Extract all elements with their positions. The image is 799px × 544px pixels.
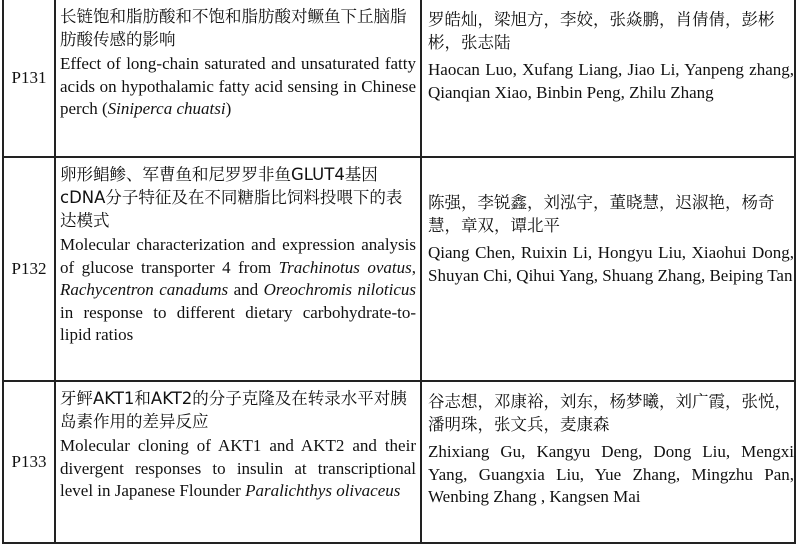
paper-authors-cell <box>422 158 798 380</box>
table-row <box>2 382 796 544</box>
table-row <box>2 0 796 158</box>
title-english: Effect of long-chain saturated and unsaturated fatty acids on hypothalamic fatty acid sensing in Chinese perch (Siniperca chuatsi) <box>60 54 416 118</box>
title-english: Molecular characterization and expression analysis of glucose transporter 4 from Trachinotus ovatus, Rachycentron canadums and Oreochromis niloticus in response to different dietary carbohydrate-to-lipid ratios <box>60 235 417 344</box>
paper-authors-cell <box>422 0 798 156</box>
title-chinese: 牙鲆AKT1和AKT2的分子克隆及在转录水平对胰岛素作用的差异反应 <box>60 389 407 431</box>
species-name: Rachycentron canadums <box>60 280 229 299</box>
species-name: Trachinotus ovatus <box>278 257 412 277</box>
paper-title-cell <box>56 382 422 542</box>
paper-id: P131 <box>4 0 56 156</box>
authors-chinese: 谷志想，邓康裕，刘东，杨梦曦，刘广霞，张悦，潘明珠，张文兵，麦康森 <box>428 392 791 434</box>
authors-english: Zhixiang Gu, Kangyu Deng, Dong Liu, Mengxi Yang, Guangxia Liu, Yue Zhang, Mingzhu Pan, Wenbing Zhang , Kangsen Mai <box>428 442 794 506</box>
title-english: Molecular cloning of AKT1 and AKT2 and their divergent responses to insulin at transcriptional level in Japanese Flounder Paralichthys olivaceus <box>60 436 416 500</box>
title-chinese: 长链饱和脂肪酸和不饱和脂肪酸对鳜鱼下丘脑脂肪酸传感的影响 <box>60 7 407 49</box>
authors-chinese: 陈强，李锐鑫，刘泓宇，董晓慧，迟淑艳，杨奇慧，章双，谭北平 <box>428 193 775 235</box>
table-row <box>2 158 796 382</box>
paper-title-cell <box>56 0 422 156</box>
species-name: Oreochromis niloticus <box>263 280 416 299</box>
species-name: Siniperca chuatsi <box>107 99 226 118</box>
paper-authors-cell <box>422 382 798 542</box>
title-chinese: 卵形鲳鲹、军曹鱼和尼罗罗非鱼GLUT4基因cDNA分子特征及在不同糖脂比饲料投喂下的表达模式 <box>60 165 403 230</box>
paper-id: P132 <box>4 158 56 380</box>
authors-english: Haocan Luo, Xufang Liang, Jiao Li, Yanpeng zhang, Qianqian Xiao, Binbin Peng, Zhilu Zhang <box>428 60 794 102</box>
species-name: Paralichthys olivaceus <box>245 481 401 500</box>
authors-chinese: 罗皓灿，梁旭方，李姣，张焱鹏，肖倩倩，彭彬彬，张志陆 <box>428 10 775 52</box>
abstract-table <box>2 0 796 544</box>
paper-id: P133 <box>4 382 56 542</box>
paper-title-cell <box>56 158 422 380</box>
authors-english: Qiang Chen, Ruixin Li, Hongyu Liu, Xiaohui Dong, Shuyan Chi, Qihui Yang, Shuang Zhang, Beiping Tan <box>428 243 794 285</box>
